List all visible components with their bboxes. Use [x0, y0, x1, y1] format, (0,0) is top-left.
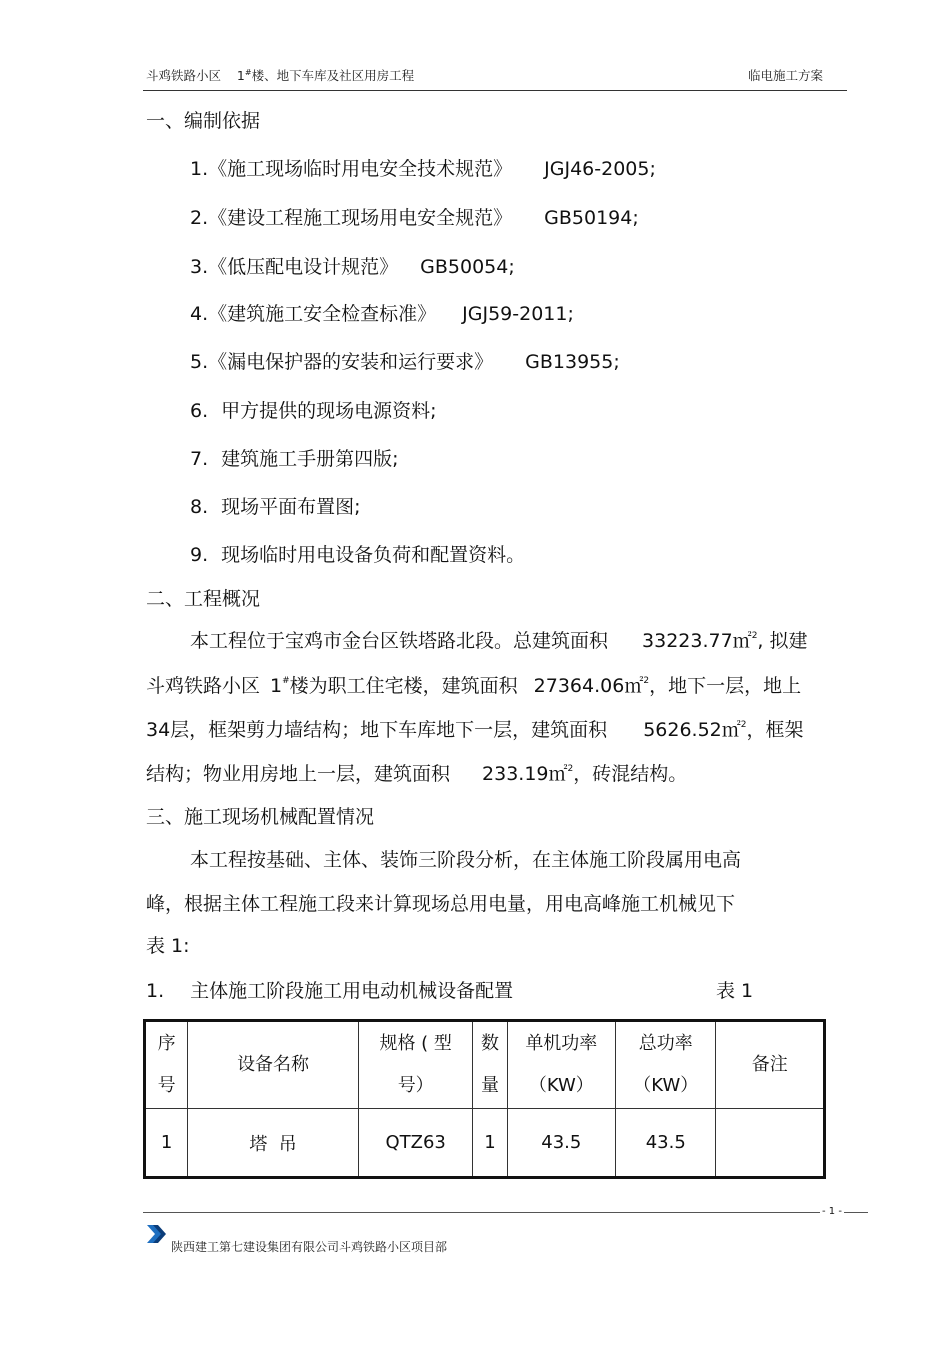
text-run: ，砖混结构。 — [573, 763, 688, 785]
list-number: 4. — [190, 303, 209, 325]
list-title: 《建设工程施工现场用电安全规范》 — [208, 207, 513, 229]
list-item — [190, 160, 656, 179]
text-run: 1 — [270, 675, 283, 697]
cell-note — [716, 1109, 825, 1178]
machinery-line: 表 1: — [146, 935, 190, 957]
list-title: 现场平面布置图; — [221, 496, 361, 518]
cell-name: 塔 吊 — [188, 1109, 359, 1178]
list-item — [190, 353, 620, 372]
list-item — [190, 450, 399, 469]
list-title: 甲方提供的现场电源资料; — [221, 400, 437, 422]
company-logo-icon — [145, 1223, 169, 1245]
superscript: 2 — [740, 720, 747, 730]
text-run: ，框架 — [746, 719, 804, 741]
superscript: 2 — [643, 676, 650, 686]
section-heading-basis: 一、编制依据 — [146, 110, 261, 132]
list-item — [190, 258, 515, 277]
text-run: 楼为职工住宅楼，建筑面积 — [289, 675, 518, 697]
list-number: 3. — [190, 256, 209, 278]
footer-organization: 陕西建工第七建设集团有限公司斗鸡铁路小区项目部 — [171, 1240, 448, 1254]
overview-line — [146, 677, 801, 696]
header-cell-name: 设备名称 — [188, 1021, 359, 1109]
header-cell-note: 备注 — [716, 1021, 825, 1109]
table-row — [145, 1109, 825, 1178]
header-text: 序 — [157, 1033, 176, 1054]
footer-divider — [143, 1212, 868, 1213]
page-number: - 1 - — [822, 1206, 842, 1217]
running-header-project — [146, 66, 414, 84]
list-number: 2. — [190, 207, 209, 229]
list-item — [190, 305, 574, 324]
list-title: 《低压配电设计规范》 — [208, 256, 399, 278]
header-sup: # — [244, 67, 252, 77]
list-number: 6. — [190, 400, 209, 422]
list-code: JGJ59-2011; — [462, 303, 574, 325]
machinery-line: 峰，根据主体工程施工段来计算现场总用电量，用电高峰施工机械见下 — [146, 893, 736, 915]
list-item — [190, 546, 525, 565]
table-header-row — [145, 1021, 825, 1109]
text-run: 斗鸡铁路小区 — [146, 675, 261, 697]
cell-qty: 1 — [473, 1109, 507, 1178]
list-code: GB50194; — [544, 207, 639, 229]
header-building-no: 1 — [236, 68, 245, 83]
area-value: 5626.52㎡ — [643, 719, 741, 741]
list-number: 7. — [190, 448, 209, 470]
header-cell-total-power — [616, 1021, 716, 1109]
list-code: GB13955; — [525, 351, 620, 373]
header-text: 号） — [397, 1075, 434, 1096]
header-text: 规格 ( 型 — [379, 1033, 452, 1054]
caption-number: 1. — [146, 980, 165, 1002]
header-cell-seq — [145, 1021, 188, 1109]
header-text: 总功率 — [638, 1033, 693, 1054]
text-run: 结构；物业用房地上一层，建筑面积 — [146, 763, 451, 785]
cell-total-power: 43.5 — [616, 1109, 716, 1178]
header-text: 单机功率 — [525, 1033, 598, 1054]
cell-seq: 1 — [145, 1109, 188, 1178]
equipment-table — [143, 1019, 826, 1179]
text-run: 34层，框架剪力墙结构；地下车库地下一层，建筑面积 — [146, 719, 608, 741]
cell-unit-power: 43.5 — [507, 1109, 615, 1178]
superscript: 2 — [567, 764, 574, 774]
overview-line — [190, 632, 808, 651]
header-text: 号 — [157, 1075, 176, 1096]
list-item — [190, 498, 361, 517]
header-project-scope: 楼、地下车库及社区用房工程 — [251, 68, 415, 83]
header-project-name: 斗鸡铁路小区 — [146, 68, 222, 83]
area-value: 233.19㎡ — [482, 763, 568, 785]
header-text: （KW） — [633, 1075, 699, 1096]
overview-line — [146, 721, 804, 740]
list-title: 现场临时用电设备负荷和配置资料。 — [221, 544, 526, 566]
header-cell-spec — [358, 1021, 473, 1109]
text-run: , 拟建 — [757, 630, 808, 652]
text-run: 本工程位于宝鸡市金台区铁塔路北段。总建筑面积 — [190, 630, 609, 652]
header-cell-unit-power — [507, 1021, 615, 1109]
text-run: ，地下一层，地上 — [649, 675, 802, 697]
list-code: GB50054; — [420, 256, 515, 278]
header-text: 量 — [481, 1075, 499, 1096]
table-label: 表 1 — [716, 980, 754, 1002]
list-number: 8. — [190, 496, 209, 518]
header-cell-qty — [473, 1021, 507, 1109]
list-number: 9. — [190, 544, 209, 566]
header-text: （KW） — [528, 1075, 594, 1096]
superscript: 2 — [751, 631, 758, 641]
section-heading-overview: 二、工程概况 — [146, 588, 261, 610]
caption-title: 主体施工阶段施工用电动机械设备配置 — [190, 980, 514, 1002]
list-item — [190, 209, 639, 228]
list-number: 5. — [190, 351, 209, 373]
header-divider — [143, 90, 847, 91]
superscript: # — [282, 676, 290, 686]
list-item — [190, 402, 437, 421]
section-heading-machinery: 三、施工现场机械配置情况 — [146, 806, 375, 828]
list-title: 《施工现场临时用电安全技术规范》 — [208, 158, 513, 180]
machinery-line: 本工程按基础、主体、装饰三阶段分析，在主体施工阶段属用电高 — [190, 849, 742, 871]
running-header-doc-title: 临电施工方案 — [748, 68, 824, 83]
cell-spec: QTZ63 — [358, 1109, 473, 1178]
list-number: 1. — [190, 158, 209, 180]
header-text: 数 — [481, 1033, 499, 1054]
list-code: JGJ46-2005; — [544, 158, 656, 180]
area-value: 33223.77㎡ — [642, 630, 752, 652]
list-title: 《建筑施工安全检查标准》 — [208, 303, 437, 325]
table-caption — [146, 982, 513, 1001]
list-title: 《漏电保护器的安装和运行要求》 — [208, 351, 494, 373]
list-title: 建筑施工手册第四版; — [221, 448, 399, 470]
overview-line — [146, 765, 687, 784]
area-value: 27364.06㎡ — [533, 675, 644, 697]
